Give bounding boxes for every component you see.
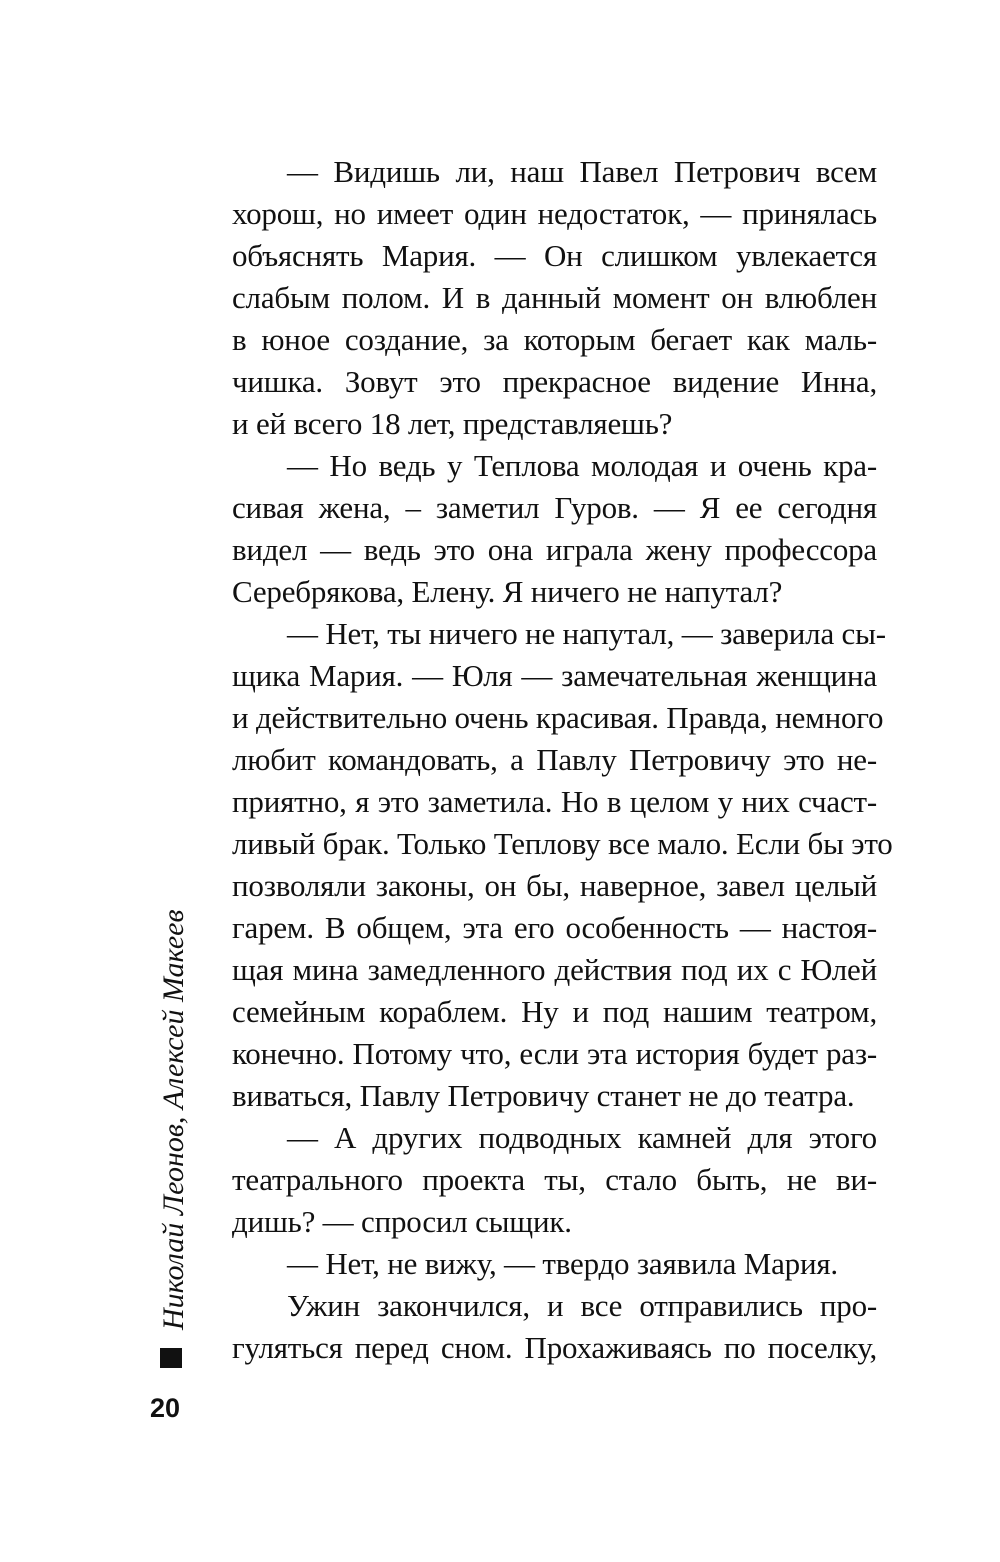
text-line: щая мина замедленного действия под их с Юлей — [232, 952, 877, 987]
page-number: 20 — [150, 1393, 181, 1423]
text-line: — Но ведь у Теплова молодая и очень кра- — [287, 448, 877, 483]
text-line: — Нет, ты ничего не напутал, — заверила сы- — [287, 616, 886, 651]
text-line: — А других подводных камней для этого — [287, 1120, 877, 1155]
text-line: щика Мария. — Юля — замечательная женщина — [232, 658, 877, 693]
text-line: семейным кораблем. Ну и под нашим театром, — [232, 994, 877, 1029]
text-line: ливый брак. Только Теплову все мало. Если бы это — [232, 826, 893, 861]
text-line: гарем. В общем, эта его особенность — настоя- — [232, 910, 877, 945]
text-line: виваться, Павлу Петровичу станет не до театра. — [232, 1078, 855, 1113]
text-line: слабым полом. И в данный момент он влюблен — [232, 280, 877, 315]
text-line: сивая жена, – заметил Гуров. — Я ее сегодня — [232, 490, 877, 525]
text-line: и действительно очень красивая. Правда, немного — [232, 700, 884, 735]
text-line: театрального проекта ты, стало быть, не ви- — [232, 1162, 877, 1197]
running-head-authors: Николай Леонов, Алексей Макеев — [157, 909, 190, 1330]
text-line: позволяли законы, он бы, наверное, завел целый — [232, 868, 877, 903]
text-line: — Видишь ли, наш Павел Петрович всем — [287, 154, 877, 189]
text-line: Серебрякова, Елену. Я ничего не напутал? — [232, 574, 783, 609]
text-line: объяснять Мария. — Он слишком увлекается — [232, 238, 877, 273]
page-marker-square — [160, 1348, 182, 1368]
text-line: чишка. Зовут это прекрасное видение Инна, — [232, 364, 877, 399]
text-line: гуляться перед сном. Прохаживаясь по поселку, — [232, 1330, 877, 1365]
text-line: Ужин закончился, и все отправились про- — [287, 1288, 877, 1323]
text-line: конечно. Потому что, если эта история будет раз- — [232, 1036, 877, 1071]
text-line: видел — ведь это она играла жену профессора — [232, 532, 877, 567]
text-line: приятно, я это заметила. Но в целом у них счаст- — [232, 784, 877, 819]
text-line: любит командовать, а Павлу Петровичу это не- — [232, 742, 877, 777]
text-line: и ей всего 18 лет, представляешь? — [232, 406, 673, 441]
text-line: дишь? — спросил сыщик. — [232, 1204, 572, 1239]
text-line: — Нет, не вижу, — твердо заявила Мария. — [287, 1246, 838, 1281]
body-text — [232, 151, 893, 1369]
text-line: в юное создание, за которым бегает как маль- — [232, 322, 877, 357]
text-line: хорош, но имеет один недостаток, — принялась — [232, 196, 877, 231]
